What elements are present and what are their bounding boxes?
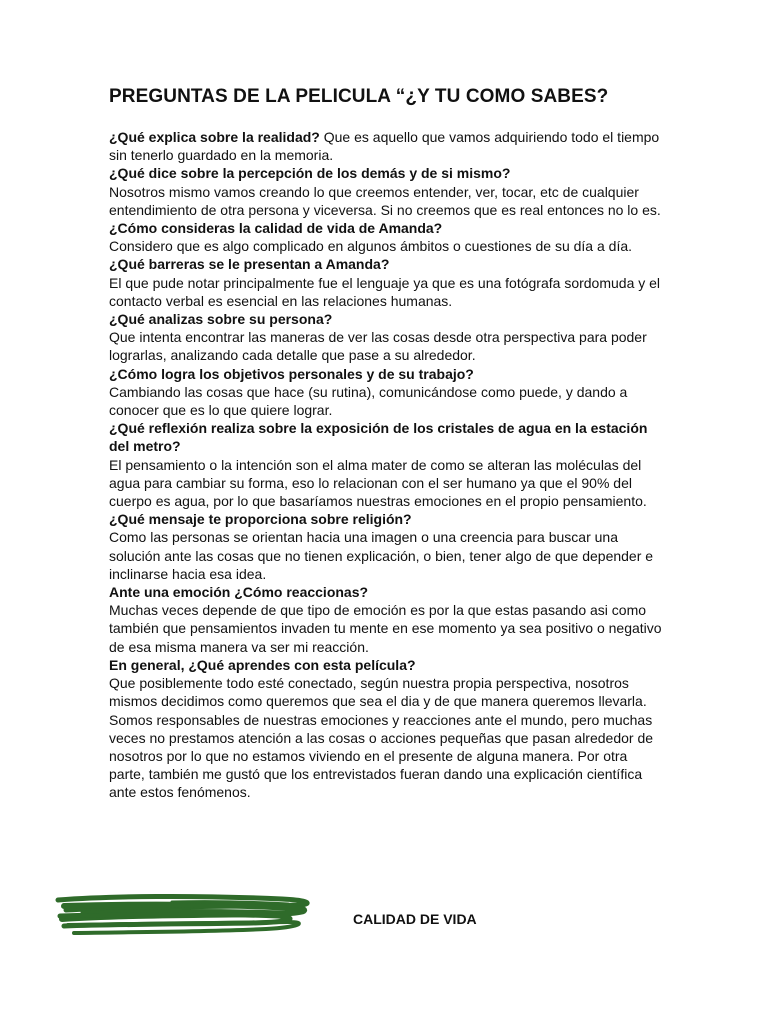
question: ¿Qué mensaje te proporciona sobre religión? <box>109 511 412 528</box>
answer: Nosotros mismo vamos creando lo que creemos entender, ver, tocar, etc de cualquier entendimiento de otra persona y viceversa. Si no creemos que es real entonces no lo es. <box>109 183 661 218</box>
question: ¿Qué dice sobre la percepción de los demás y de si mismo? <box>109 165 511 182</box>
question: En general, ¿Qué aprendes con esta película? <box>109 656 416 673</box>
answer: El pensamiento o la intención son el alma mater de como se alteran las moléculas del agua para cambiar su forma, eso lo relacionan con el ser humano ya que el 90% del cuerpo es agua, por lo que basaríamos nuestras emociones en el propio pensamiento. <box>109 456 647 510</box>
answer: El que pude notar principalmente fue el lenguaje ya que es una fotógrafa sordomuda y el contacto verbal es esencial en las relaciones humanas. <box>109 274 661 309</box>
qa-item <box>109 128 664 164</box>
question: ¿Qué reflexión realiza sobre la exposición de los cristales de agua en la estación del metro? <box>109 420 648 455</box>
question: ¿Cómo logra los objetivos personales y de su trabajo? <box>109 365 474 382</box>
question: ¿Qué analizas sobre su persona? <box>109 311 333 328</box>
answer: Considero que es algo complicado en algunos ámbitos o cuestiones de su día a día. <box>109 238 633 255</box>
answer: Como las personas se orientan hacia una imagen o una creencia para buscar una solución ante las cosas que no tienen explicación, o bien, tener algo de que depender e inclinarse hacia esa idea. <box>109 529 654 582</box>
footer-title: CALIDAD DE VIDA <box>353 911 477 927</box>
qa-list <box>109 128 664 802</box>
answer: Que intenta encontrar las maneras de ver las cosas desde otra perspectiva para poder lograrlas, analizando cada detalle que pase a su alrededor. <box>109 329 647 364</box>
page-title: PREGUNTAS DE LA PELICULA “¿Y TU COMO SABES? <box>109 86 609 107</box>
answer: Cambiando las cosas que hace (su rutina), comunicándose como puede, y dando a conocer que es lo que quiere lograr. <box>109 383 628 419</box>
answer: Que posiblemente todo esté conectado, según nuestra propia perspectiva, nosotros mismos decidimos como queremos que sea el dia y de que manera queremos llevarla. Somos responsables de nuestras emociones y reacciones ante el mundo, pero muchas veces no prestamos atención a las cosas o acciones pequeñas que pasan alrededor de nosotros por lo que no estamos viviendo en el presente de alguna manera. Por otra parte, también me gustó que los entrevistados fueran dando una explicación científica ante estos fenómenos. <box>109 675 654 801</box>
scribble-mark <box>52 892 352 938</box>
answer: Que es aquello que vamos adquiriendo todo el tiempo sin tenerlo guardado en la memoria. <box>109 129 660 164</box>
footer <box>0 888 768 948</box>
question: ¿Qué barreras se le presentan a Amanda? <box>109 256 390 273</box>
question: Ante una emoción ¿Cómo reaccionas? <box>109 584 369 601</box>
answer: Muchas veces depende de que tipo de emoción es por la que estas pasando asi como también que pensamientos invaden tu mente en ese momento ya sea positivo o negativo de esa misma manera va ser mi reacción. <box>109 602 662 655</box>
question: ¿Cómo consideras la calidad de vida de Amanda? <box>109 220 443 237</box>
question: ¿Qué explica sobre la realidad? <box>109 129 320 145</box>
